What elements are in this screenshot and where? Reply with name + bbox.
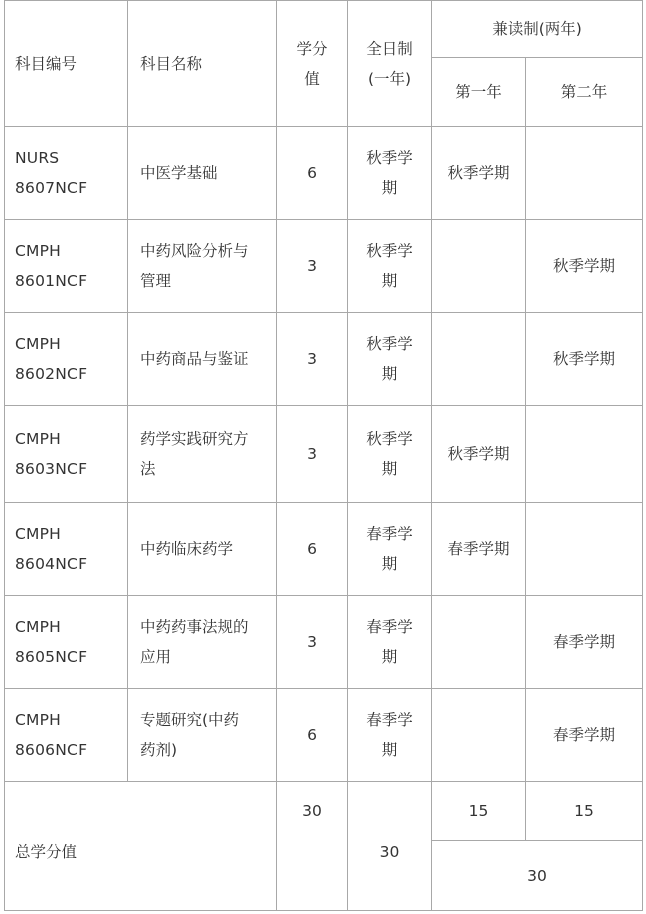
course-fulltime-term: 秋季学 期 [348, 406, 432, 503]
course-year1-term [432, 689, 526, 782]
course-year2-term: 春季学期 [526, 689, 643, 782]
header-row-1 [5, 1, 643, 58]
course-credits: 3 [277, 313, 348, 406]
course-row [5, 220, 643, 313]
course-fulltime-term: 春季学 期 [348, 596, 432, 689]
course-year1-term: 秋季学期 [432, 127, 526, 220]
total-year1: 15 [432, 782, 526, 841]
course-name: 专题研究(中药 药剂) [128, 689, 277, 782]
course-name: 药学实践研究方 法 [128, 406, 277, 503]
total-parttime: 30 [432, 841, 643, 911]
total-year2: 15 [526, 782, 643, 841]
course-year1-term [432, 313, 526, 406]
course-row [5, 596, 643, 689]
course-year1-term [432, 220, 526, 313]
course-code: CMPH 8605NCF [5, 596, 128, 689]
course-year2-term: 秋季学期 [526, 313, 643, 406]
course-fulltime-term: 秋季学 期 [348, 220, 432, 313]
course-row [5, 313, 643, 406]
course-credits: 6 [277, 689, 348, 782]
header-year2: 第二年 [526, 58, 643, 127]
total-fulltime: 30 [348, 782, 432, 911]
total-row-1 [5, 782, 643, 841]
course-credits: 3 [277, 220, 348, 313]
course-year2-term: 春季学期 [526, 596, 643, 689]
course-code: CMPH 8604NCF [5, 503, 128, 596]
header-fulltime: 全日制 (一年) [348, 1, 432, 127]
course-code: CMPH 8602NCF [5, 313, 128, 406]
course-fulltime-term: 春季学 期 [348, 503, 432, 596]
course-fulltime-term: 春季学 期 [348, 689, 432, 782]
header-year1: 第一年 [432, 58, 526, 127]
course-fulltime-term: 秋季学 期 [348, 127, 432, 220]
total-credits: 30 [277, 782, 348, 911]
course-row [5, 503, 643, 596]
course-code: CMPH 8606NCF [5, 689, 128, 782]
total-label: 总学分值 [5, 782, 277, 911]
course-name: 中药商品与鉴证 [128, 313, 277, 406]
course-row [5, 689, 643, 782]
course-credits: 6 [277, 127, 348, 220]
course-row [5, 406, 643, 503]
header-credits: 学分 值 [277, 1, 348, 127]
course-fulltime-term: 秋季学 期 [348, 313, 432, 406]
header-name: 科目名称 [128, 1, 277, 127]
course-table [4, 0, 643, 911]
course-year2-term [526, 127, 643, 220]
course-year2-term [526, 406, 643, 503]
course-year1-term [432, 596, 526, 689]
course-credits: 3 [277, 406, 348, 503]
course-year2-term: 秋季学期 [526, 220, 643, 313]
course-year1-term: 秋季学期 [432, 406, 526, 503]
course-year1-term: 春季学期 [432, 503, 526, 596]
course-credits: 6 [277, 503, 348, 596]
course-name: 中药临床药学 [128, 503, 277, 596]
course-name: 中药药事法规的 应用 [128, 596, 277, 689]
course-name: 中医学基础 [128, 127, 277, 220]
course-credits: 3 [277, 596, 348, 689]
course-code: CMPH 8603NCF [5, 406, 128, 503]
header-parttime: 兼读制(两年) [432, 1, 643, 58]
course-year2-term [526, 503, 643, 596]
course-code: CMPH 8601NCF [5, 220, 128, 313]
course-code: NURS 8607NCF [5, 127, 128, 220]
header-code: 科目编号 [5, 1, 128, 127]
course-row [5, 127, 643, 220]
course-name: 中药风险分析与 管理 [128, 220, 277, 313]
